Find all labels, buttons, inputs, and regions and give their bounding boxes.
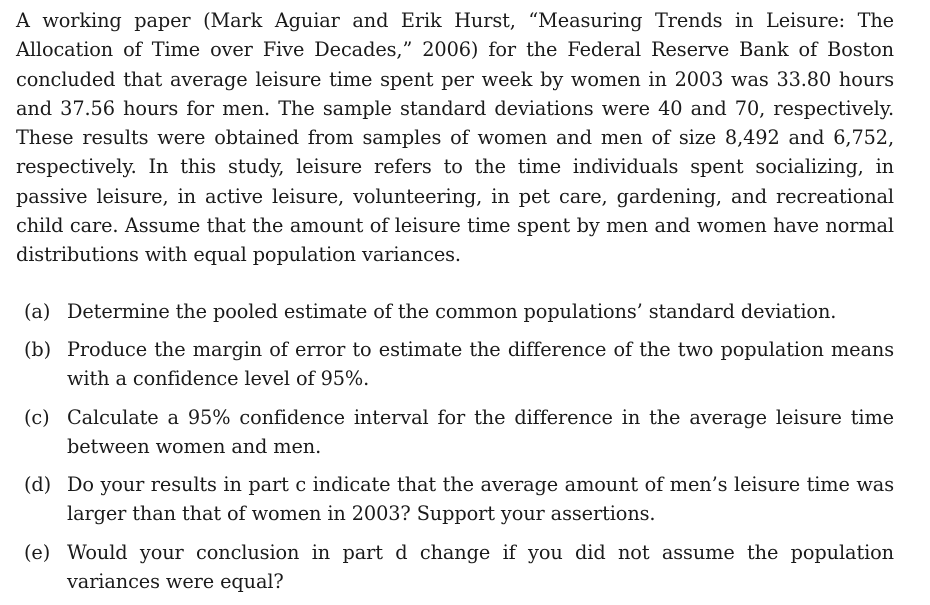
question-part-b xyxy=(16,335,894,394)
part-label: (d) xyxy=(24,473,52,497)
part-label: (a) xyxy=(24,299,51,323)
part-text: Calculate a 95% confidence interval for the difference in the average leisure time between women and men. xyxy=(67,405,894,458)
part-label: (e) xyxy=(24,540,51,564)
part-text: Do your results in part c indicate that the average amount of men’s leisure time was larger than that of women in 2003? Support your assertions. xyxy=(67,473,894,526)
part-label: (c) xyxy=(24,405,50,429)
problem-statement: A working paper (Mark Aguiar and Erik Hurst, “Measuring Trends in Leisure: The Allocation of Time over Five Decades,” 2006) for the Federal Reserve Bank of Boston concluded that average leisure time spent per week by women in 2003 was 33.80 hours and 37.56 hours for men. The sample standard deviations were 40 and 70, respectively. These results were obtained from samples of women and men of size 8,492 and 6,752, respectively. In this study, leisure refers to the time individuals spent socializing, in passive leisure, in active leisure, volunteering, in pet care, gardening, and recreational child care. Assume that the amount of leisure time spent by men and women have normal distributions with equal population variances. xyxy=(16,9,894,267)
part-text: Determine the pooled estimate of the common populations’ standard deviation. xyxy=(67,299,837,323)
part-text: Produce the margin of error to estimate the difference of the two population means with a confidence level of 95%. xyxy=(67,337,894,391)
question-list xyxy=(16,297,894,597)
question-part-a xyxy=(16,297,894,326)
part-text: Would your conclusion in part d change if you did not assume the population variances were equal? xyxy=(67,540,894,594)
part-label: (b) xyxy=(24,337,52,361)
problem-container xyxy=(16,6,894,605)
question-part-c xyxy=(16,403,894,462)
question-part-e xyxy=(16,538,894,597)
question-part-d xyxy=(16,470,894,529)
